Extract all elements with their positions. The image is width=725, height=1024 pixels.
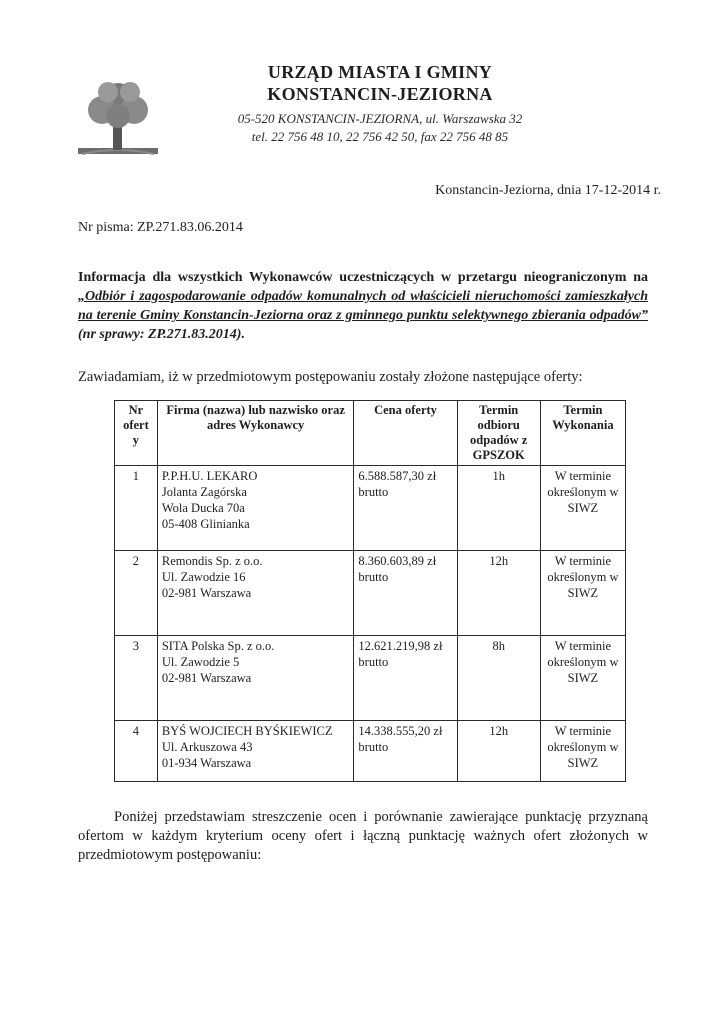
firm-postcode: 05-408 Glinianka [161,517,250,531]
offer-firm [157,636,354,721]
firm-street: Ul. Zawodzie 5 [161,655,240,669]
header-firm: Firma (nazwa) lub nazwisko oraz adres Wykonawcy [157,401,354,466]
firm-postcode: 02-981 Warszawa [161,671,252,685]
offers-table [114,400,626,782]
offer-pickup-time: 8h [457,636,540,721]
offer-price: 14.338.555,20 zł brutto [354,721,457,782]
table-row [115,636,626,721]
offer-number: 1 [115,466,158,551]
offer-price: 12.621.219,98 zł brutto [354,636,457,721]
offer-firm [157,551,354,636]
header-price: Cena oferty [354,401,457,466]
offer-number: 4 [115,721,158,782]
case-number: (nr sprawy: ZP.271.83.2014). [78,327,245,342]
place-date: Konstancin-Jeziorna, dnia 17-12-2014 r. [435,183,661,198]
firm-street: Ul. Zawodzie 16 [161,570,246,584]
firm-postcode: 02-981 Warszawa [161,586,252,600]
table-header-row [115,401,626,466]
offer-pickup-time: 12h [457,721,540,782]
subject-lead: Informacja dla wszystkich Wykonawców uczestniczących w przetargu nieograniczonym na [78,270,648,285]
intro-text: Zawiadamiam, iż w przedmiotowym postępowaniu zostały złożone następujące oferty: [78,369,583,385]
firm-postcode: 01-934 Warszawa [161,756,252,770]
firm-name: Remondis Sp. z o.o. [161,554,263,568]
offer-firm [157,466,354,551]
firm-street: Ul. Arkuszowa 43 [161,740,253,754]
offer-term: W terminie określonym w SIWZ [540,721,625,782]
firm-name: SITA Polska Sp. z o.o. [161,639,275,653]
header-pickup: Termin odbioru odpadów z GPSZOK [457,401,540,466]
header-term: Termin Wykonania [540,401,625,466]
office-name: URZĄD MIASTA I GMINY [267,62,493,82]
letter-reference: Nr pisma: ZP.271.83.06.2014 [78,220,243,235]
table-row [115,466,626,551]
firm-owner: Jolanta Zagórska [161,485,247,499]
offer-term: W terminie określonym w SIWZ [540,551,625,636]
table-row [115,551,626,636]
subject-quote: „Odbiór i zagospodarowanie odpadów komunalnych od właścicieli nieruchomości zamieszkałych na terenie Gminy Konstancin-Jeziorna oraz z gminnego punktu selektywnego zbierania odpadów” [78,289,648,323]
offer-pickup-time: 1h [457,466,540,551]
offer-number: 3 [115,636,158,721]
table-row [115,721,626,782]
offer-firm [157,721,354,782]
offer-term: W terminie określonym w SIWZ [540,466,625,551]
summary-paragraph: Poniżej przedstawiam streszczenie ocen i porównanie zawierające punktację przyznaną ofertom w każdym kryterium oceny ofert i łączną punktację ważnych ofert złożonych w przedmiotowym postępowaniu: [78,809,648,863]
firm-street: Wola Ducka 70a [161,501,245,515]
offer-price: 6.588.587,30 zł brutto [354,466,457,551]
office-contact: tel. 22 756 48 10, 22 756 42 50, fax 22 756 48 85 [251,129,509,144]
offer-pickup-time: 12h [457,551,540,636]
offer-number: 2 [115,551,158,636]
firm-name: P.P.H.U. LEKARO [161,469,258,483]
firm-name: BYŚ WOJCIECH BYŚKIEWICZ [161,724,333,738]
offer-price: 8.360.603,89 zł brutto [354,551,457,636]
office-address: 05-520 KONSTANCIN-JEZIORNA, ul. Warszawska 32 [237,111,523,126]
subject-paragraph [78,268,648,344]
offer-term: W terminie określonym w SIWZ [540,636,625,721]
tree-coat-of-arms-icon [78,76,158,162]
office-city: KONSTANCIN-JEZIORNA [267,84,493,104]
header-nr: Nr ofert y [115,401,158,466]
